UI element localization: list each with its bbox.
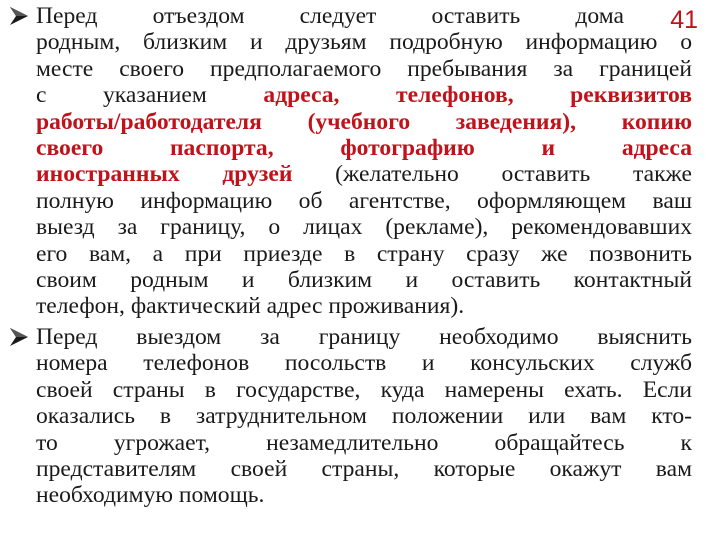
highlight-text: своего паспорта, фотографию и адреса [36, 135, 692, 162]
text-line [36, 377, 692, 403]
text-line [36, 109, 692, 135]
text-line [36, 56, 692, 82]
highlight-text: адреса, телефонов, реквизитов [263, 82, 692, 109]
text-line [36, 214, 692, 240]
text-line [36, 293, 692, 319]
text-line [36, 241, 692, 267]
text-line [36, 82, 692, 108]
text-span: месте своего предполагаемого пребывания за границей [36, 55, 692, 82]
text-span: Перед выездом за границу необходимо выяснить [36, 323, 692, 350]
text-line [36, 3, 624, 29]
arrowhead-bullet-icon [8, 326, 30, 348]
text-span: Перед отъездом следует оставить дома [36, 3, 624, 29]
text-span: его вам, а при приезде в страну сразу же позвонить [36, 240, 692, 267]
text-span: родным, близким и друзьям подробную информацию о [36, 29, 692, 56]
text-line [36, 456, 692, 482]
bullet-item-departure-info [8, 3, 692, 320]
highlight-text: работы/работодателя (учебного заведения), копию [36, 108, 692, 135]
text-line [36, 403, 692, 429]
arrowhead-bullet-icon [8, 5, 30, 27]
text-span: полную информацию об агентстве, оформляющем ваш [36, 187, 692, 214]
text-span: (желательно оставить также [292, 161, 692, 188]
bullet-item-embassy-info [8, 324, 692, 509]
text-line [36, 29, 692, 55]
highlight-text: иностранных друзей [36, 161, 293, 188]
text-line [36, 324, 692, 350]
text-span: оказались в затруднительном положении или вам кто- [36, 403, 692, 430]
slide-content [8, 0, 692, 509]
text-span: с указанием [36, 82, 264, 109]
page-number: 41 [670, 6, 698, 34]
text-line [36, 430, 692, 456]
text-span: выезд за границу, о лицах (рекламе), рекомендовавших [36, 214, 692, 241]
text-line [36, 482, 692, 508]
text-span: то угрожает, незамедлительно обращайтесь к [36, 429, 692, 456]
text-span: своим родным и близким и оставить контактный [36, 267, 692, 294]
text-line [36, 161, 692, 187]
text-span: номера телефонов посольств и консульских служб [36, 350, 692, 377]
text-span: представителям своей страны, которые окажут вам [36, 455, 692, 482]
text-line [36, 267, 692, 293]
text-line [36, 135, 692, 161]
text-line [36, 188, 692, 214]
text-line [36, 350, 692, 376]
text-span: своей страны в государстве, куда намерены ехать. Если [36, 376, 692, 403]
text-span: телефон, фактический адрес проживания). [36, 293, 465, 320]
text-span: необходимую помощь. [36, 482, 265, 509]
